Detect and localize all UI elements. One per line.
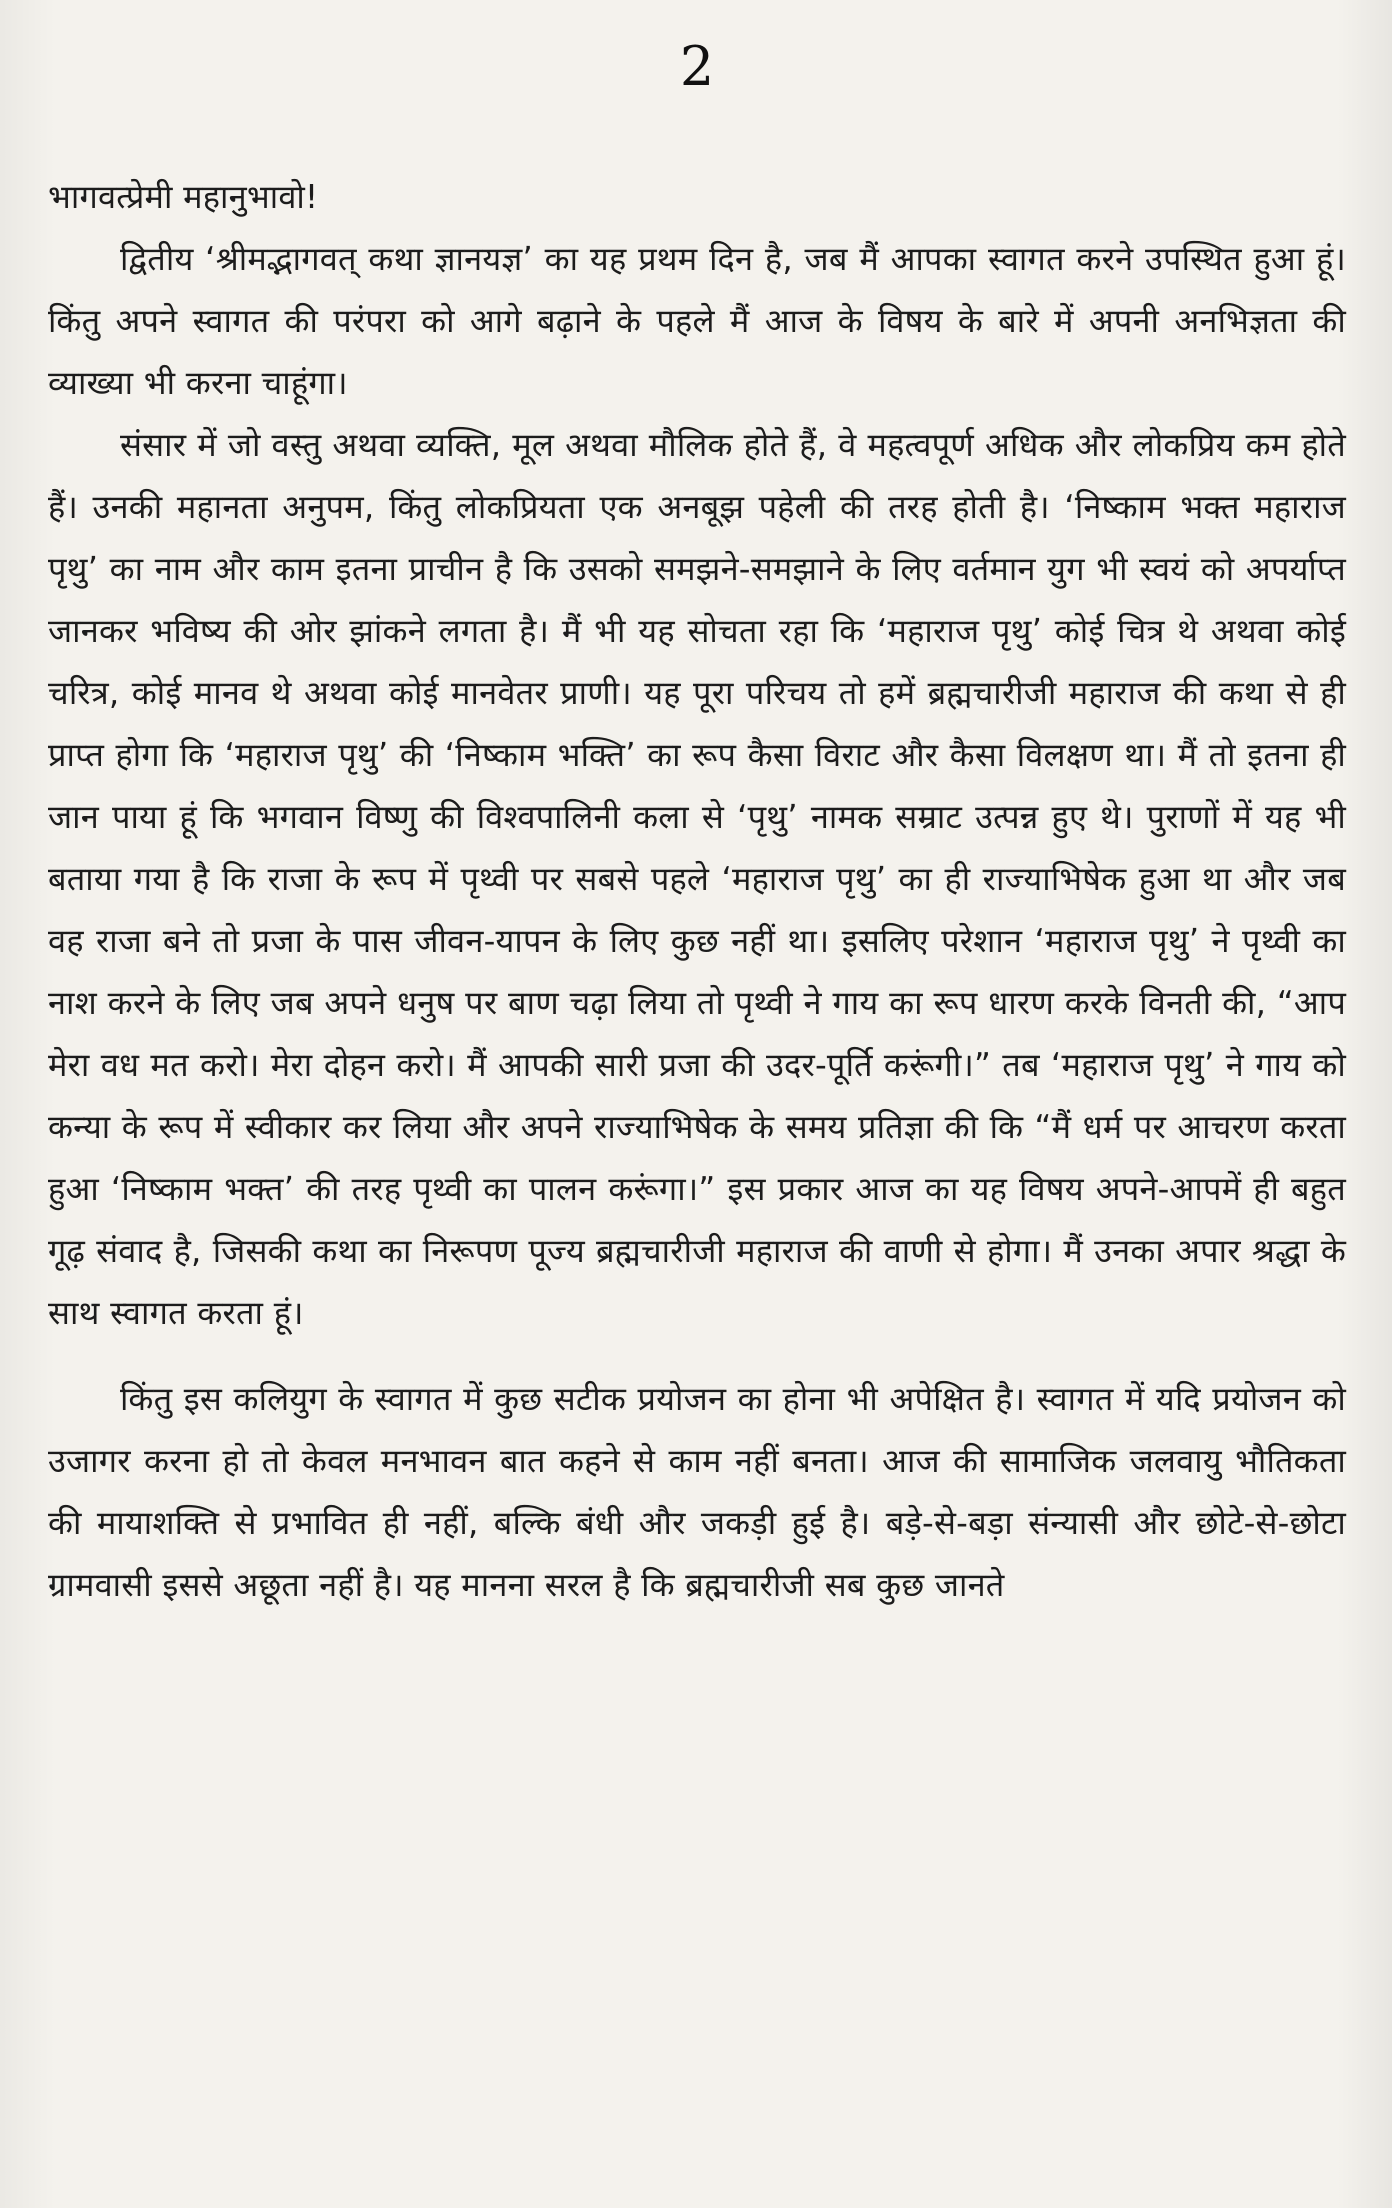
page-number: 2 <box>679 35 715 98</box>
paragraph-1: द्वितीय ‘श्रीमद्भागवत् कथा ज्ञानयज्ञ’ का यह प्रथम दिन है, जब मैं आपका स्वागत करने उपस्थित हुआ हूं। किंतु अपने स्वागत की परंपरा को आगे बढ़ाने के पहले मैं आज के विषय के बारे में अपनी अनभिज्ञता की व्याख्या भी करना चाहूंगा। <box>48 240 1346 402</box>
paragraph-2: संसार में जो वस्तु अथवा व्यक्ति, मूल अथवा मौलिक होते हैं, वे महत्वपूर्ण अधिक और लोकप्रिय कम होते हैं। उनकी महानता अनुपम, किंतु लोकप्रियता एक अनबूझ पहेली की तरह होती है। ‘निष्काम भक्त महाराज पृथु’ का नाम और काम इतना प्राचीन है कि उसको समझने-समझाने के लिए वर्तमान युग भी स्वयं को अपर्याप्त जानकर भविष्य की ओर झांकने लगता है। मैं भी यह सोचता रहा कि ‘महाराज पृथु’ कोई चित्र थे अथवा कोई चरित्र, कोई मानव थे अथवा कोई मानवेतर प्राणी। यह पूरा परिचय तो हमें ब्रह्मचारीजी महाराज की कथा से ही प्राप्त होगा कि ‘महाराज पृथु’ की ‘निष्काम भक्ति’ का रूप कैसा विराट और कैसा विलक्षण था। मैं तो इतना ही जान पाया हूं कि भगवान विष्णु की विश्वपालिनी कला से ‘पृथु’ नामक सम्राट उत्पन्न हुए थे। पुराणों में यह भी बताया गया है कि राजा के रूप में पृथ्वी पर सबसे पहले ‘महाराज पृथु’ का ही राज्याभिषेक हुआ था और जब वह राजा बने तो प्रजा के पास जीवन-यापन के लिए कुछ नहीं था। इसलिए परेशान ‘महाराज पृथु’ ने पृथ्वी का नाश करने के लिए जब अपने धनुष पर बाण चढ़ा लिया तो पृथ्वी ने गाय का रूप धारण करके विनती की, “आप मेरा वध मत करो। मेरा दोहन करो। मैं आपकी सारी प्रजा की उदर-पूर्ति करूंगी।” तब ‘महाराज पृथु’ ने गाय को कन्या के रूप में स्वीकार कर लिया और अपने राज्याभिषेक के समय प्रतिज्ञा की कि “मैं धर्म पर आचरण करता हुआ ‘निष्काम भक्त’ की तरह पृथ्वी का पालन करूंगा।” इस प्रकार आज का यह विषय अपने-आपमें ही बहुत गूढ़ संवाद है, जिसकी कथा का निरूपण पूज्य ब्रह्मचारीजी महाराज की वाणी से होगा। मैं उनका अपार श्रद्धा के साथ स्वागत करता हूं। <box>48 426 1346 1332</box>
body-text <box>48 166 1346 1616</box>
paragraph-3: किंतु इस कलियुग के स्वागत में कुछ सटीक प्रयोजन का होना भी अपेक्षित है। स्वागत में यदि प्रयोजन को उजागर करना हो तो केवल मनभावन बात कहने से काम नहीं बनता। आज की सामाजिक जलवायु भौतिकता की मायाशक्ति से प्रभावित ही नहीं, बल्कि बंधी और जकड़ी हुई है। बड़े-से-बड़ा संन्यासी और छोटे-से-छोटा ग्रामवासी इससे अछूता नहीं है। यह मानना सरल है कि ब्रह्मचारीजी सब कुछ जानते <box>48 1380 1346 1604</box>
salutation: भागवत्प्रेमी महानुभावो! <box>48 178 319 216</box>
